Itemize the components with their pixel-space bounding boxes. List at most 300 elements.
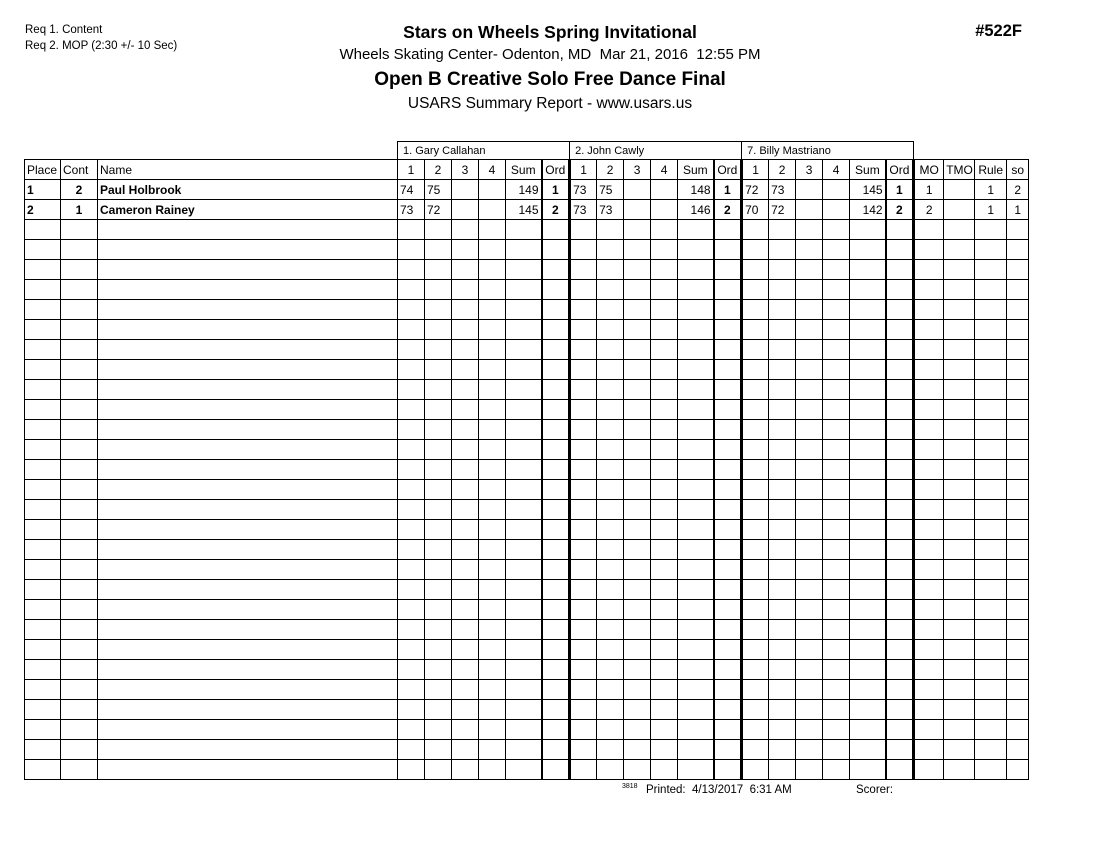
empty-cell [542,360,570,380]
col-j1-1: 1 [398,160,425,180]
empty-cell [597,500,624,520]
empty-cell [796,680,823,700]
empty-cell [479,560,506,580]
empty-cell [570,680,597,700]
empty-cell [25,720,61,740]
tmo-cell [944,180,975,200]
empty-row [25,220,1029,240]
empty-cell [624,460,651,480]
empty-cell [850,240,886,260]
mo-cell: 1 [914,180,944,200]
empty-cell [769,300,796,320]
empty-cell [975,640,1007,660]
empty-cell [1007,480,1029,500]
empty-cell [651,520,678,540]
empty-cell [398,360,425,380]
empty-cell [542,680,570,700]
empty-cell [425,760,452,780]
empty-cell [506,360,542,380]
empty-cell [850,360,886,380]
empty-cell [542,760,570,780]
empty-cell [944,520,975,540]
empty-cell [796,420,823,440]
empty-cell [25,620,61,640]
empty-cell [597,680,624,700]
empty-cell [597,440,624,460]
score-cell: 75 [425,180,452,200]
empty-cell [25,680,61,700]
empty-cell [624,660,651,680]
sum-cell: 146 [678,200,714,220]
empty-cell [886,340,914,360]
empty-cell [542,720,570,740]
empty-cell [98,540,398,560]
empty-cell [914,400,944,420]
empty-cell [452,300,479,320]
empty-cell [542,500,570,520]
col-j1-4: 4 [479,160,506,180]
empty-cell [714,700,742,720]
empty-row [25,520,1029,540]
empty-row [25,320,1029,340]
empty-cell [651,280,678,300]
empty-cell [823,560,850,580]
empty-cell [796,360,823,380]
empty-cell [678,640,714,660]
empty-cell [452,620,479,640]
empty-row [25,680,1029,700]
empty-cell [796,340,823,360]
empty-cell [570,660,597,680]
empty-cell [506,340,542,360]
empty-cell [61,320,98,340]
empty-cell [975,520,1007,540]
empty-cell [850,340,886,360]
empty-cell [506,660,542,680]
empty-cell [597,220,624,240]
empty-cell [570,700,597,720]
score-cell: 73 [769,180,796,200]
empty-cell [570,220,597,240]
empty-cell [769,660,796,680]
empty-cell [506,220,542,240]
empty-cell [452,600,479,620]
empty-cell [914,600,944,620]
empty-cell [714,240,742,260]
empty-cell [914,500,944,520]
empty-cell [886,220,914,240]
empty-cell [886,680,914,700]
empty-cell [823,360,850,380]
empty-cell [25,280,61,300]
empty-cell [624,480,651,500]
empty-cell [886,300,914,320]
empty-cell [769,540,796,560]
empty-cell [570,720,597,740]
empty-cell [570,520,597,540]
empty-cell [425,600,452,620]
empty-cell [479,260,506,280]
empty-cell [597,640,624,660]
empty-cell [742,600,769,620]
empty-row [25,560,1029,580]
empty-cell [944,480,975,500]
empty-cell [944,760,975,780]
empty-cell [850,580,886,600]
empty-cell [597,340,624,360]
empty-cell [542,460,570,480]
empty-cell [975,320,1007,340]
empty-cell [651,620,678,640]
empty-cell [651,660,678,680]
empty-cell [452,580,479,600]
empty-cell [651,600,678,620]
empty-cell [61,500,98,520]
place-cell: 1 [25,180,61,200]
empty-cell [975,620,1007,640]
empty-cell [850,760,886,780]
empty-cell [452,740,479,760]
empty-cell [1007,320,1029,340]
empty-cell [61,240,98,260]
empty-cell [823,280,850,300]
empty-cell [61,260,98,280]
empty-cell [886,460,914,480]
empty-cell [850,640,886,660]
empty-cell [944,240,975,260]
empty-cell [479,420,506,440]
empty-cell [796,460,823,480]
empty-cell [823,500,850,520]
empty-cell [398,280,425,300]
empty-cell [25,340,61,360]
empty-cell [98,660,398,680]
empty-cell [506,480,542,500]
empty-cell [452,360,479,380]
empty-cell [742,500,769,520]
empty-cell [506,640,542,660]
empty-cell [398,700,425,720]
ord-cell: 1 [714,180,742,200]
empty-cell [597,460,624,480]
empty-cell [624,260,651,280]
empty-cell [714,560,742,580]
empty-cell [714,760,742,780]
empty-cell [742,660,769,680]
empty-cell [506,260,542,280]
empty-cell [452,280,479,300]
empty-cell [1007,760,1029,780]
empty-cell [1007,260,1029,280]
empty-cell [651,740,678,760]
empty-cell [570,580,597,600]
empty-cell [597,380,624,400]
empty-cell [506,400,542,420]
empty-cell [886,360,914,380]
empty-cell [542,240,570,260]
empty-row [25,700,1029,720]
empty-cell [98,300,398,320]
empty-cell [479,480,506,500]
empty-cell [850,460,886,480]
empty-cell [479,600,506,620]
req-1-text: Req 1. Content [25,24,103,36]
empty-cell [651,340,678,360]
empty-cell [742,420,769,440]
empty-cell [975,660,1007,680]
empty-cell [624,360,651,380]
empty-cell [398,340,425,360]
empty-cell [98,260,398,280]
empty-cell [98,600,398,620]
empty-cell [452,460,479,480]
empty-cell [914,460,944,480]
judge-row-spacer-left [25,142,398,160]
empty-cell [714,280,742,300]
score-cell: 73 [570,180,597,200]
empty-cell [506,420,542,440]
empty-cell [678,220,714,240]
empty-cell [1007,520,1029,540]
empty-cell [796,400,823,420]
empty-cell [425,640,452,660]
empty-row [25,240,1029,260]
empty-row [25,640,1029,660]
empty-cell [886,240,914,260]
empty-cell [850,480,886,500]
col-j3-1: 1 [742,160,769,180]
empty-cell [769,740,796,760]
empty-cell [1007,620,1029,640]
empty-cell [506,500,542,520]
empty-cell [914,220,944,240]
empty-cell [742,640,769,660]
empty-cell [944,500,975,520]
empty-cell [975,300,1007,320]
empty-cell [570,460,597,480]
empty-cell [597,480,624,500]
empty-cell [975,360,1007,380]
empty-row [25,740,1029,760]
empty-cell [479,240,506,260]
results-table [24,141,1029,780]
empty-cell [651,700,678,720]
col-place: Place [25,160,61,180]
empty-cell [425,260,452,280]
empty-cell [975,500,1007,520]
empty-cell [25,540,61,560]
empty-cell [425,360,452,380]
empty-cell [452,560,479,580]
empty-cell [61,760,98,780]
empty-cell [914,440,944,460]
empty-cell [886,560,914,580]
empty-cell [624,720,651,740]
empty-cell [542,320,570,340]
empty-cell [678,540,714,560]
empty-cell [769,400,796,420]
empty-cell [479,460,506,480]
empty-cell [742,720,769,740]
empty-cell [98,400,398,420]
empty-cell [25,580,61,600]
empty-cell [886,420,914,440]
empty-cell [714,460,742,480]
empty-row [25,580,1029,600]
empty-cell [796,380,823,400]
empty-cell [597,620,624,640]
empty-cell [570,260,597,280]
empty-cell [886,440,914,460]
empty-cell [850,220,886,240]
empty-cell [914,260,944,280]
empty-cell [452,420,479,440]
empty-cell [769,560,796,580]
empty-cell [25,260,61,280]
empty-cell [25,300,61,320]
empty-cell [425,520,452,540]
empty-cell [452,340,479,360]
empty-cell [479,580,506,600]
empty-cell [886,540,914,560]
empty-cell [624,400,651,420]
empty-cell [714,300,742,320]
empty-cell [651,380,678,400]
empty-cell [796,240,823,260]
empty-cell [624,760,651,780]
empty-cell [398,720,425,740]
empty-cell [975,580,1007,600]
empty-cell [769,460,796,480]
empty-cell [98,680,398,700]
empty-cell [425,700,452,720]
empty-cell [975,220,1007,240]
empty-cell [850,260,886,280]
empty-cell [796,300,823,320]
empty-cell [914,640,944,660]
empty-cell [425,280,452,300]
score-cell [796,200,823,220]
empty-cell [944,360,975,380]
empty-cell [678,400,714,420]
empty-cell [61,340,98,360]
empty-cell [651,420,678,440]
empty-cell [98,220,398,240]
empty-cell [479,660,506,680]
empty-cell [506,700,542,720]
empty-cell [886,520,914,540]
empty-cell [425,480,452,500]
score-cell: 70 [742,200,769,220]
empty-cell [398,580,425,600]
name-cell: Paul Holbrook [98,180,398,200]
empty-cell [769,500,796,520]
empty-cell [914,700,944,720]
empty-cell [570,300,597,320]
empty-cell [914,760,944,780]
empty-cell [742,560,769,580]
empty-cell [714,680,742,700]
empty-cell [452,220,479,240]
empty-cell [823,600,850,620]
empty-cell [796,480,823,500]
empty-cell [624,380,651,400]
empty-cell [479,220,506,240]
score-cell [624,200,651,220]
empty-row [25,540,1029,560]
empty-row [25,760,1029,780]
empty-cell [25,440,61,460]
empty-cell [975,240,1007,260]
empty-cell [25,520,61,540]
cont-cell: 1 [61,200,98,220]
empty-cell [61,580,98,600]
empty-row [25,340,1029,360]
col-j1-3: 3 [452,160,479,180]
empty-cell [651,680,678,700]
empty-cell [506,240,542,260]
empty-cell [678,560,714,580]
empty-cell [98,560,398,580]
empty-cell [398,600,425,620]
empty-cell [678,700,714,720]
score-cell [823,200,850,220]
empty-cell [425,620,452,640]
empty-cell [823,620,850,640]
empty-cell [678,420,714,440]
judge-header-row [25,142,1029,160]
empty-cell [570,600,597,620]
empty-cell [1007,340,1029,360]
empty-cell [769,680,796,700]
empty-cell [398,380,425,400]
empty-cell [886,740,914,760]
empty-row [25,460,1029,480]
empty-cell [823,260,850,280]
empty-row [25,620,1029,640]
empty-cell [796,720,823,740]
empty-cell [975,260,1007,280]
score-cell [479,180,506,200]
empty-cell [597,360,624,380]
empty-cell [425,500,452,520]
empty-row [25,260,1029,280]
empty-cell [742,320,769,340]
empty-cell [506,600,542,620]
empty-row [25,600,1029,620]
empty-cell [823,640,850,660]
empty-cell [975,760,1007,780]
empty-cell [944,400,975,420]
empty-cell [506,580,542,600]
score-cell: 75 [597,180,624,200]
empty-cell [479,440,506,460]
empty-cell [823,220,850,240]
empty-cell [624,240,651,260]
empty-cell [624,540,651,560]
empty-cell [914,320,944,340]
empty-cell [714,340,742,360]
empty-cell [570,500,597,520]
empty-cell [886,700,914,720]
empty-cell [425,680,452,700]
empty-cell [570,560,597,580]
empty-cell [98,360,398,380]
empty-cell [742,740,769,760]
empty-cell [742,240,769,260]
empty-cell [796,260,823,280]
empty-cell [61,640,98,660]
